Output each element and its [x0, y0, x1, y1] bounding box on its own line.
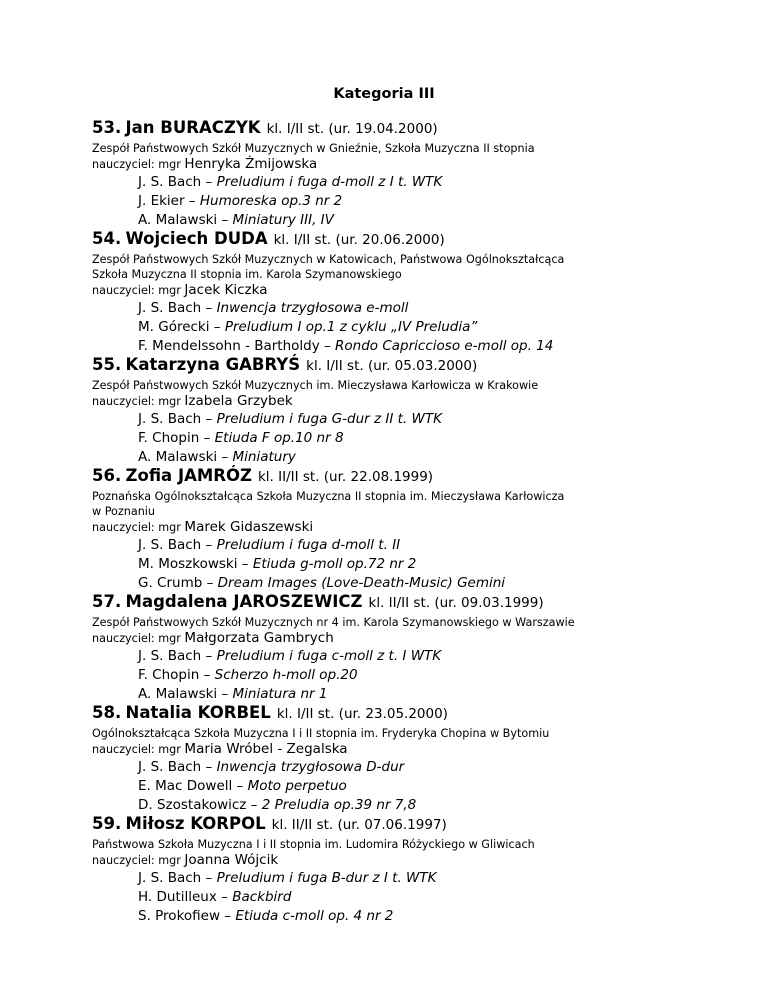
teacher-prefix: nauczyciel: mgr: [92, 854, 181, 867]
teacher-line: [92, 156, 732, 173]
composer: F. Mendelssohn - Bartholdy –: [138, 338, 336, 354]
repertoire-item: [138, 299, 732, 318]
teacher-name: Jacek Kiczka: [184, 282, 268, 298]
school: [92, 141, 732, 156]
entry-number: 58.: [92, 703, 122, 722]
repertoire-item: [138, 647, 732, 666]
school-line: Zespół Państwowych Szkół Muzycznych w Katowicach, Państwowa Ogólnokształcąca: [92, 253, 565, 266]
composer: J. S. Bach –: [138, 537, 217, 553]
work-title: Preludium i fuga G-dur z II t. WTK: [216, 411, 442, 427]
repertoire-item: [138, 429, 732, 448]
entry: [92, 592, 732, 704]
repertoire: [138, 299, 732, 356]
teacher-line: [92, 282, 732, 299]
entry-heading: [92, 466, 732, 487]
repertoire-item: [138, 888, 732, 907]
composer: A. Malawski –: [138, 686, 233, 702]
repertoire: [138, 758, 732, 815]
class-and-birthdate: kl. II/II st. (ur. 09.03.1999): [368, 595, 544, 611]
teacher-name: Izabela Grzybek: [184, 393, 293, 409]
repertoire-item: [138, 410, 732, 429]
class-and-birthdate: kl. II/II st. (ur. 22.08.1999): [257, 469, 434, 485]
work-title: Moto perpetuo: [247, 778, 347, 794]
work-title: Rondo Capriccioso e-moll op. 14: [335, 338, 554, 354]
repertoire-item: [138, 173, 732, 192]
school-line: Państwowa Szkoła Muzyczna I i II stopnia im. Ludomira Różyckiego w Gliwicach: [92, 838, 535, 851]
contestant-name: Zofia JAMRÓZ: [125, 466, 252, 485]
teacher-name: Marek Gidaszewski: [184, 519, 314, 535]
repertoire: [138, 173, 732, 230]
entry: [92, 355, 732, 467]
school-line: Zespół Państwowych Szkół Muzycznych w Gnieźnie, Szkoła Muzyczna II stopnia: [92, 142, 535, 155]
class-and-birthdate: kl. I/II st. (ur. 20.06.2000): [273, 232, 445, 248]
entry-heading: [92, 703, 732, 724]
repertoire-item: [138, 337, 732, 356]
repertoire-item: [138, 448, 732, 467]
entry-number: 57.: [92, 592, 122, 611]
repertoire: [138, 410, 732, 467]
teacher-line: [92, 519, 732, 536]
entry-number: 55.: [92, 355, 122, 374]
teacher-line: [92, 393, 732, 410]
teacher-name: Małgorzata Gambrych: [184, 630, 334, 646]
contestant-name: Natalia KORBEL: [125, 703, 271, 722]
teacher-prefix: nauczyciel: mgr: [92, 743, 181, 756]
composer: G. Crumb –: [138, 575, 218, 591]
repertoire-item: [138, 211, 732, 230]
school-line: Ogólnokształcąca Szkoła Muzyczna I i II stopnia im. Fryderyka Chopina w Bytomiu: [92, 727, 550, 740]
teacher-name: Maria Wróbel - Zegalska: [184, 741, 348, 757]
work-title: Inwencja trzygłosowa D-dur: [216, 759, 405, 775]
contestant-name: Magdalena JAROSZEWICZ: [125, 592, 363, 611]
composer: M. Górecki –: [138, 319, 225, 335]
repertoire-item: [138, 555, 732, 574]
work-title: Humoreska op.3 nr 2: [199, 193, 343, 209]
entry-heading: [92, 814, 732, 835]
repertoire-item: [138, 685, 732, 704]
repertoire-item: [138, 777, 732, 796]
class-and-birthdate: kl. I/II st. (ur. 19.04.2000): [266, 121, 438, 137]
repertoire: [138, 647, 732, 704]
work-title: Backbird: [232, 889, 292, 905]
repertoire: [138, 536, 732, 593]
entry-number: 54.: [92, 229, 122, 248]
school: [92, 378, 732, 393]
school-line: Zespół Państwowych Szkół Muzycznych nr 4 im. Karola Szymanowskiego w Warszawie: [92, 616, 575, 629]
teacher-prefix: nauczyciel: mgr: [92, 158, 181, 171]
teacher-line: [92, 852, 732, 869]
teacher-name: Joanna Wójcik: [184, 852, 279, 868]
contestant-name: Katarzyna GABRYŚ: [125, 355, 301, 374]
work-title: Etiuda F op.10 nr 8: [214, 430, 344, 446]
entry-heading: [92, 229, 732, 250]
repertoire-item: [138, 536, 732, 555]
contestant-name: Jan BURACZYK: [125, 118, 261, 137]
composer: S. Prokofiew –: [138, 908, 236, 924]
teacher-prefix: nauczyciel: mgr: [92, 284, 181, 297]
work-title: Preludium I op.1 z cyklu „IV Preludia”: [224, 319, 478, 335]
composer: J. S. Bach –: [138, 870, 217, 886]
work-title: Miniatura nr 1: [232, 686, 328, 702]
entry-number: 56.: [92, 466, 122, 485]
entry-heading: [92, 592, 732, 613]
class-and-birthdate: kl. II/II st. (ur. 07.06.1997): [271, 817, 447, 833]
composer: F. Chopin –: [138, 667, 215, 683]
work-title: 2 Preludia op.39 nr 7,8: [261, 797, 417, 813]
work-title: Preludium i fuga d-moll z I t. WTK: [216, 174, 443, 190]
repertoire-item: [138, 869, 732, 888]
entry: [92, 814, 732, 926]
repertoire-item: [138, 574, 732, 593]
teacher-name: Henryka Żmijowska: [184, 156, 318, 172]
entry-number: 59.: [92, 814, 122, 833]
composer: J. S. Bach –: [138, 759, 217, 775]
school: [92, 252, 732, 282]
school: [92, 837, 732, 852]
composer: J. S. Bach –: [138, 411, 217, 427]
composer: J. S. Bach –: [138, 174, 217, 190]
work-title: Preludium i fuga B-dur z I t. WTK: [216, 870, 437, 886]
school-line: Zespół Państwowych Szkół Muzycznych im. Mieczysława Karłowicza w Krakowie: [92, 379, 539, 392]
entry: [92, 703, 732, 815]
repertoire-item: [138, 666, 732, 685]
composer: M. Moszkowski –: [138, 556, 253, 572]
repertoire-item: [138, 318, 732, 337]
entry-number: 53.: [92, 118, 122, 137]
repertoire-item: [138, 758, 732, 777]
school: [92, 726, 732, 741]
school-line: w Poznaniu: [92, 505, 156, 518]
teacher-prefix: nauczyciel: mgr: [92, 632, 181, 645]
teacher-prefix: nauczyciel: mgr: [92, 521, 181, 534]
work-title: Miniatury: [232, 449, 296, 465]
repertoire-item: [138, 192, 732, 211]
composer: J. S. Bach –: [138, 648, 217, 664]
entry-heading: [92, 118, 732, 139]
class-and-birthdate: kl. I/II st. (ur. 23.05.2000): [276, 706, 448, 722]
school: [92, 489, 732, 519]
composer: J. Ekier –: [138, 193, 200, 209]
teacher-line: [92, 741, 732, 758]
work-title: Preludium i fuga d-moll t. II: [216, 537, 401, 553]
composer: F. Chopin –: [138, 430, 215, 446]
school-line: Poznańska Ogólnokształcąca Szkoła Muzyczna II stopnia im. Mieczysława Karłowicza: [92, 490, 565, 503]
work-title: Scherzo h-moll op.20: [214, 667, 358, 683]
work-title: Etiuda c-moll op. 4 nr 2: [235, 908, 394, 924]
contestant-name: Miłosz KORPOL: [125, 814, 266, 833]
composer: H. Dutilleux –: [138, 889, 233, 905]
repertoire-item: [138, 907, 732, 926]
composer: J. S. Bach –: [138, 300, 217, 316]
repertoire-item: [138, 796, 732, 815]
class-and-birthdate: kl. I/II st. (ur. 05.03.2000): [306, 358, 478, 374]
repertoire: [138, 869, 732, 926]
teacher-line: [92, 630, 732, 647]
entry: [92, 229, 732, 356]
entry: [92, 466, 732, 593]
entry-heading: [92, 355, 732, 376]
work-title: Inwencja trzygłosowa e-moll: [216, 300, 409, 316]
school: [92, 615, 732, 630]
composer: E. Mac Dowell –: [138, 778, 248, 794]
work-title: Preludium i fuga c-moll z t. I WTK: [216, 648, 442, 664]
work-title: Miniatury III, IV: [232, 212, 334, 228]
composer: A. Malawski –: [138, 212, 233, 228]
contestant-name: Wojciech DUDA: [125, 229, 268, 248]
composer: A. Malawski –: [138, 449, 233, 465]
work-title: Etiuda g-moll op.72 nr 2: [252, 556, 417, 572]
work-title: Dream Images (Love-Death-Music) Gemini: [217, 575, 506, 591]
composer: D. Szostakowicz –: [138, 797, 262, 813]
page-title: Kategoria III: [333, 86, 435, 102]
entry: [92, 118, 732, 230]
school-line: Szkoła Muzyczna II stopnia im. Karola Szymanowskiego: [92, 268, 402, 281]
teacher-prefix: nauczyciel: mgr: [92, 395, 181, 408]
